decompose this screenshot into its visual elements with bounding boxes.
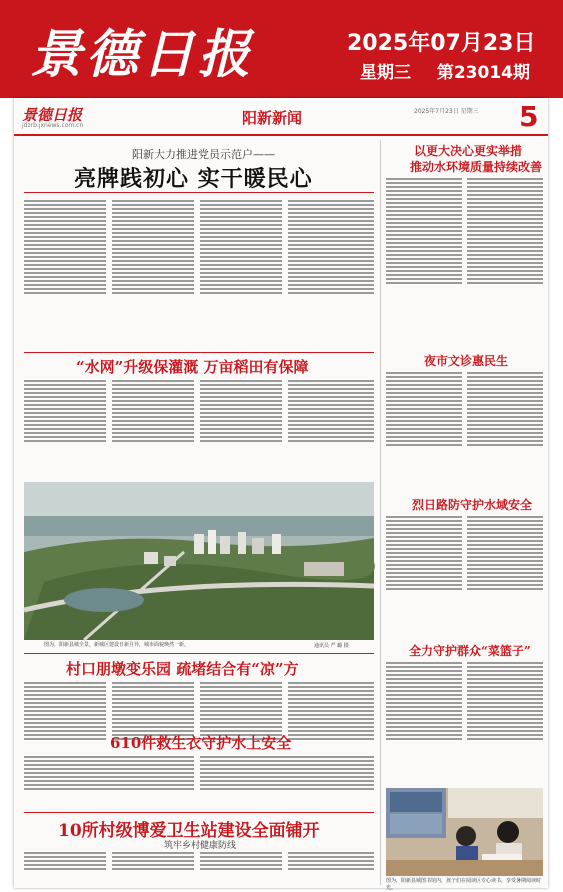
right1-headline-2: 推动水环境质量持续改善 bbox=[410, 160, 543, 174]
clinics-column-4 bbox=[288, 850, 374, 884]
right4-headline: 全力守护群众“菜篮子” bbox=[409, 644, 531, 658]
water-column-1 bbox=[24, 378, 106, 478]
water-headline: “水网”升级保灌溉 万亩稻田有保障 bbox=[76, 358, 309, 376]
lead-rule bbox=[24, 192, 374, 193]
clinics-subhead: 筑牢乡村健康防线 bbox=[164, 841, 237, 851]
page-number: 5 bbox=[519, 100, 539, 133]
page-logo: 景德日报 bbox=[22, 106, 83, 124]
edition-weekday: 星期三 bbox=[360, 63, 411, 83]
lead-column-2 bbox=[112, 198, 194, 348]
village-rule bbox=[24, 653, 374, 654]
rescue-headline: 610件救生衣守护水上安全 bbox=[110, 734, 292, 752]
clinics-rule bbox=[24, 812, 374, 813]
edition-weekday-issue bbox=[360, 58, 530, 83]
right1-column-2 bbox=[467, 176, 543, 346]
water-column-2 bbox=[112, 378, 194, 478]
right3-headline: 烈日路防守护水域安全 bbox=[412, 498, 533, 512]
right3-column-1 bbox=[386, 514, 462, 634]
right2-headline: 夜市文诊惠民生 bbox=[424, 354, 509, 368]
rescue-column-2 bbox=[200, 754, 374, 810]
lead-column-1 bbox=[24, 198, 106, 348]
water-column-3 bbox=[200, 378, 282, 478]
column-divider bbox=[380, 140, 381, 885]
newspaper-brand: 景德日报 bbox=[30, 24, 255, 85]
aerial-photo-caption: 图为，阳新县城全景，新城区建设日新月异，城市面貌焕然一新。 bbox=[44, 642, 190, 648]
page-url: jdzrb.jxnews.com.cn bbox=[22, 122, 84, 129]
library-photo bbox=[386, 788, 543, 876]
rescue-column-1 bbox=[24, 754, 194, 810]
aerial-city-photo bbox=[24, 482, 374, 640]
water-column-4 bbox=[288, 378, 374, 478]
lead-kicker: 阳新大力推进党员示范户—— bbox=[132, 148, 275, 161]
edition-issue: 第23014期 bbox=[436, 63, 530, 83]
edition-date: 2025年07月23日 bbox=[347, 31, 536, 56]
right1-headline-1: 以更大决心更实举措 bbox=[414, 144, 523, 158]
water-rule bbox=[24, 352, 374, 353]
right1-column-1 bbox=[386, 176, 462, 346]
lead-headline: 亮牌践初心 实干暖民心 bbox=[74, 166, 313, 192]
clinics-column-3 bbox=[200, 850, 282, 884]
clinics-column-1 bbox=[24, 850, 106, 884]
lead-column-4 bbox=[288, 198, 374, 348]
page-date: 2025年7月23日 星期三 bbox=[414, 108, 479, 115]
masthead-banner bbox=[0, 0, 563, 98]
right3-column-2 bbox=[467, 514, 543, 634]
lead-column-3 bbox=[200, 198, 282, 348]
right4-column-2 bbox=[467, 660, 543, 782]
right2-column-1 bbox=[386, 370, 462, 488]
page-header bbox=[14, 98, 548, 136]
section-title: 阳新新闻 bbox=[242, 109, 303, 127]
clinics-column-2 bbox=[112, 850, 194, 884]
village-headline: 村口朋墩变乐园 疏堵结合有“凉”方 bbox=[66, 660, 299, 678]
newspaper-page[interactable] bbox=[14, 98, 548, 891]
library-photo-caption: 图为，阳新县城图书馆内，孩子们在阅读区专心读书，享受暑期阅读时光。 bbox=[386, 878, 542, 891]
right4-column-1 bbox=[386, 660, 462, 782]
right2-column-2 bbox=[467, 370, 543, 488]
clinics-headline: 10所村级博爱卫生站建设全面铺开 bbox=[58, 821, 320, 841]
aerial-photo-credit: 通讯员 严 璐 摄 bbox=[314, 643, 349, 649]
